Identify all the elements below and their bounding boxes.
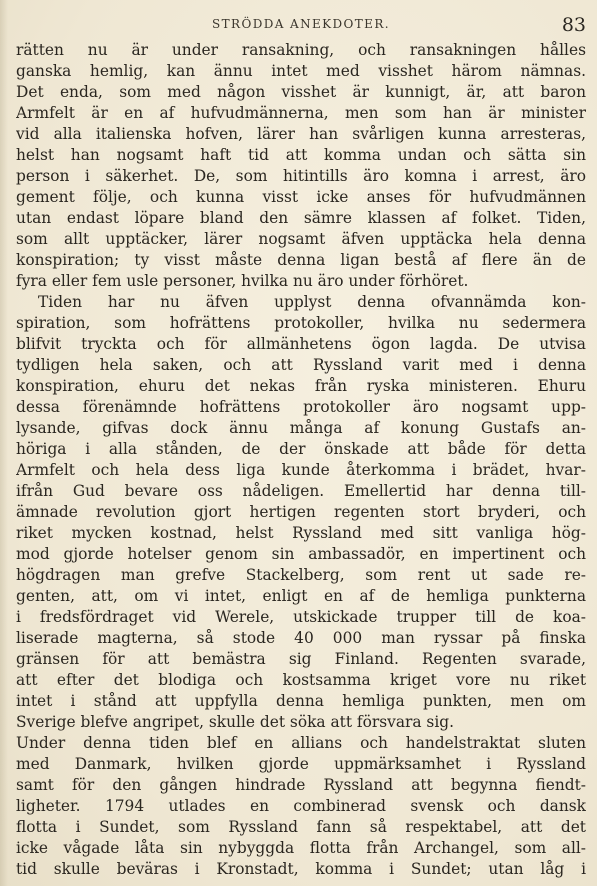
- text-line: vid alla italienska hofven, lärer han svårligen kunna arresteras,: [16, 125, 586, 143]
- text-line: konspiration; ty visst måste denna ligan bestå af flere än de: [16, 251, 586, 269]
- text-line: spiration, som hofrättens protokoller, hvilka nu sedermera: [16, 314, 586, 332]
- text-line: flotta i Sundet, som Ryssland fann så respektabel, att det: [16, 818, 586, 836]
- text-line: ligheter. 1794 utlades en combinerad svensk och dansk: [16, 797, 586, 815]
- text-line: att efter det blodiga och kostsamma kriget vore nu riket: [16, 671, 586, 689]
- text-line: Armfelt är en af hufvudmännerna, men som han är minister: [16, 104, 586, 122]
- text-line: Sverige blefve angripet, skulle det söka att försvara sig.: [16, 713, 454, 731]
- body-text: [16, 40, 586, 880]
- text-line: konspiration, ehuru det nekas från ryska ministeren. Ehuru: [16, 377, 586, 395]
- text-line: högdragen man grefve Stackelberg, som rent ut sade re-: [16, 566, 586, 584]
- text-line: Under denna tiden blef en allians och handelstraktat sluten: [16, 734, 586, 752]
- text-line: person i säkerhet. De, som hitintills äro komna i arrest, äro: [16, 167, 586, 185]
- text-line: tydligen hela saken, och att Ryssland varit med i denna: [16, 356, 586, 374]
- text-line: i fredsfördraget vid Werele, utskickade trupper till de koa-: [16, 608, 586, 626]
- page-edge-shading: [0, 0, 8, 886]
- running-head: STRÖDDA ANEKDOTER.: [212, 17, 390, 31]
- text-line: Tiden har nu äfven upplyst denna ofvannämda kon-: [38, 293, 586, 311]
- text-line: gement följe, och kunna visst icke anses för hufvudmännen: [16, 188, 586, 206]
- text-line: blifvit tryckta och för allmänhetens ögon lagda. De utvisa: [16, 335, 586, 353]
- text-line: riket mycken kostnad, helst Ryssland med sitt vanliga hög-: [16, 524, 586, 542]
- text-line: höriga i alla stånden, de der önskade att både för detta: [16, 440, 586, 458]
- text-line: rätten nu är under ransakning, och ransakningen hålles: [16, 41, 586, 59]
- text-line: Armfelt och hela dess liga kunde återkomma i brädet, hvar-: [16, 461, 586, 479]
- text-line: tid skulle beväras i Kronstadt, komma i Sundet; utan låg i: [16, 860, 586, 878]
- text-line: intet i stånd att uppfylla denna hemliga punkten, men om: [16, 692, 586, 710]
- text-line: samt för den gången hindrade Ryssland att begynna fiendt-: [16, 776, 586, 794]
- text-line: lysande, gifvas dock ännu många af konung Gustafs an-: [16, 419, 586, 437]
- text-line: gränsen för att bemästra sig Finland. Regenten svarade,: [16, 650, 586, 668]
- page-number: 83: [561, 14, 586, 36]
- text-line: Det enda, som med någon visshet är kunnigt, är, att baron: [16, 83, 586, 101]
- text-line: icke vågade låta sin nybyggda flotta från Archangel, som all-: [16, 839, 586, 857]
- text-line: utan endast löpare bland den sämre klassen af folket. Tiden,: [16, 209, 586, 227]
- text-line: fyra eller fem usle personer, hvilka nu äro under förhöret.: [16, 272, 469, 290]
- text-line: ganska hemlig, kan ännu intet med visshet härom nämnas.: [16, 62, 586, 80]
- text-line: dessa förenämnde hofrättens protokoller äro nogsamt upp-: [16, 398, 586, 416]
- text-line: liserade magterna, så stode 40 000 man ryssar på finska: [16, 629, 586, 647]
- text-line: mod gjorde hotelser genom sin ambassadör, en impertinent och: [16, 545, 586, 563]
- page-header: [16, 14, 586, 38]
- text-line: som allt upptäcker, lärer nogsamt äfven upptäcka hela denna: [16, 230, 586, 248]
- text-line: ämnade revolution gjort hertigen regenten stort bryderi, och: [16, 503, 586, 521]
- text-line: helst han nogsamt haft tid att komma undan och sätta sin: [16, 146, 586, 164]
- text-line: med Danmark, hvilken gjorde uppmärksamhet i Ryssland: [16, 755, 586, 773]
- text-line: genten, att, om vi intet, enligt en af de hemliga punkterna: [16, 587, 586, 605]
- text-line: ifrån Gud bevare oss nådeligen. Emellertid har denna till-: [16, 482, 586, 500]
